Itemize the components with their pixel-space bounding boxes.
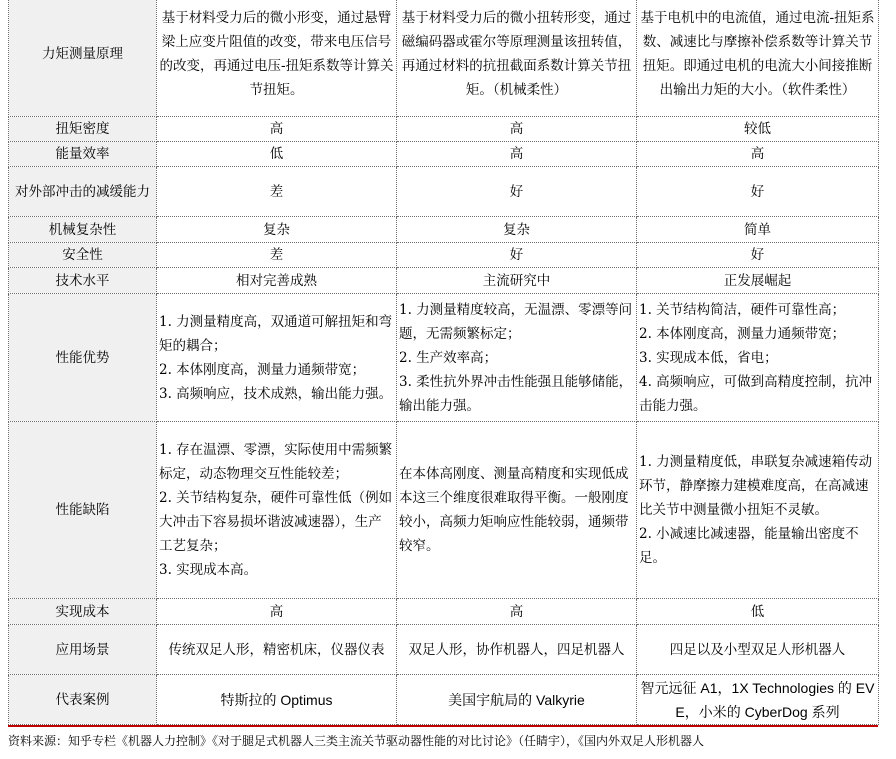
cell-principle-col1: 基于材料受力后的微小形变，通过悬臂梁上应变片阻值的改变，带来电压信号的改变，再通过电压-扭矩系数等计算关节扭矩。 (157, 0, 397, 117)
table-row (9, 243, 879, 268)
cell-defects-col2: 在本体高刚度、测量高精度和实现低成本这三个维度很难取得平衡。一般刚度较小，高频力矩响应性能较弱，通频带较窄。 (397, 422, 637, 599)
cell-density-col1: 高 (157, 117, 397, 142)
cell-density-col3: 较低 (637, 117, 879, 142)
source-note: 资料来源：知乎专栏《机器人力控制》《对于腿足式机器人三类主流关节驱动器性能的对比讨论》（任睛宇），《国内外双足人形机器人 (8, 734, 705, 748)
cell-principle-col2: 基于材料受力后的微小扭转形变，通过磁编码器或霍尔等原理测量该扭转值，再通过材料的抗扭截面系数计算关节扭矩。（机械柔性） (397, 0, 637, 117)
table-row (9, 142, 879, 167)
cell-density-col2: 高 (397, 117, 637, 142)
cell-application-col1: 传统双足人形，精密机床，仪器仪表 (157, 625, 397, 675)
table-row (9, 599, 879, 625)
comparison-table (8, 0, 879, 725)
cell-application-col2: 双足人形，协作机器人，四足机器人 (397, 625, 637, 675)
row-label-density: 扭矩密度 (9, 117, 157, 142)
table-row (9, 675, 879, 725)
row-label-safety: 安全性 (9, 243, 157, 268)
cell-cases-col2: 美国宇航局的 Valkyrie (397, 675, 637, 725)
row-label-defects: 性能缺陷 (9, 422, 157, 599)
table-row (9, 167, 879, 217)
table-row (9, 294, 879, 422)
cell-impact-col1: 差 (157, 167, 397, 217)
cell-advantages-col2: 1. 力测量精度较高，无温漂、零漂等问题，无需频繁标定； 2. 生产效率高； 3. 柔性抗外界冲击性能强且能够储能，输出能力强。 (397, 294, 637, 422)
cell-cost-col3: 低 (637, 599, 879, 625)
cell-efficiency-col1: 低 (157, 142, 397, 167)
cell-tech-col3: 正发展崛起 (637, 268, 879, 294)
cell-safety-col3: 好 (637, 243, 879, 268)
cell-advantages-col1: 1. 力测量精度高，双通道可解扭矩和弯矩的耦合； 2. 本体刚度高，测量力通频带宽； 3. 高频响应，技术成熟，输出能力强。 (157, 294, 397, 422)
cell-defects-col1: 1. 存在温漂、零漂，实际使用中需频繁标定，动态物理交互性能较差； 2. 关节结构复杂，硬件可靠性低（例如大冲击下容易损坏谐波减速器），生产工艺复杂； 3. 实现成本高。 (157, 422, 397, 599)
cell-impact-col3: 好 (637, 167, 879, 217)
row-label-tech: 技术水平 (9, 268, 157, 294)
cell-application-col3: 四足以及小型双足人形机器人 (637, 625, 879, 675)
cell-defects-col3: 1. 力测量精度低，串联复杂减速箱传动环节，静摩擦力建模难度高，在高减速比关节中测量微小扭矩不灵敏。 2. 小减速比减速器，能量输出密度不足。 (637, 422, 879, 599)
source-divider (8, 725, 878, 727)
row-label-efficiency: 能量效率 (9, 142, 157, 167)
row-label-impact: 对外部冲击的减缓能力 (9, 167, 157, 217)
table-row (9, 0, 879, 117)
cell-tech-col1: 相对完善成熟 (157, 268, 397, 294)
cell-cases-col3: 智元远征 A1，1X Technologies 的 EVE，小米的 CyberDog 系列 (637, 675, 879, 725)
cell-efficiency-col3: 高 (637, 142, 879, 167)
row-label-complexity: 机械复杂性 (9, 217, 157, 243)
table-row (9, 625, 879, 675)
table-row (9, 268, 879, 294)
cell-impact-col2: 好 (397, 167, 637, 217)
row-label-principle: 力矩测量原理 (9, 0, 157, 117)
cell-cost-col1: 高 (157, 599, 397, 625)
cell-safety-col1: 差 (157, 243, 397, 268)
row-label-application: 应用场景 (9, 625, 157, 675)
cell-advantages-col3: 1. 关节结构简洁，硬件可靠性高； 2. 本体刚度高，测量力通频带宽； 3. 实现成本低，省电； 4. 高频响应，可做到高精度控制，抗冲击能力强。 (637, 294, 879, 422)
row-label-cases: 代表案例 (9, 675, 157, 725)
cell-principle-col3: 基于电机中的电流值，通过电流-扭矩系数、减速比与摩擦补偿系数等计算关节扭矩。即通过电机的电流大小间接推断出输出力矩的大小。（软件柔性） (637, 0, 879, 117)
cell-complexity-col1: 复杂 (157, 217, 397, 243)
table-row (9, 217, 879, 243)
cell-efficiency-col2: 高 (397, 142, 637, 167)
cell-safety-col2: 好 (397, 243, 637, 268)
cell-complexity-col3: 简单 (637, 217, 879, 243)
table-row (9, 117, 879, 142)
cell-cost-col2: 高 (397, 599, 637, 625)
cell-cases-col1: 特斯拉的 Optimus (157, 675, 397, 725)
row-label-cost: 实现成本 (9, 599, 157, 625)
row-label-advantages: 性能优势 (9, 294, 157, 422)
cell-complexity-col2: 复杂 (397, 217, 637, 243)
table-row (9, 422, 879, 599)
cell-tech-col2: 主流研究中 (397, 268, 637, 294)
